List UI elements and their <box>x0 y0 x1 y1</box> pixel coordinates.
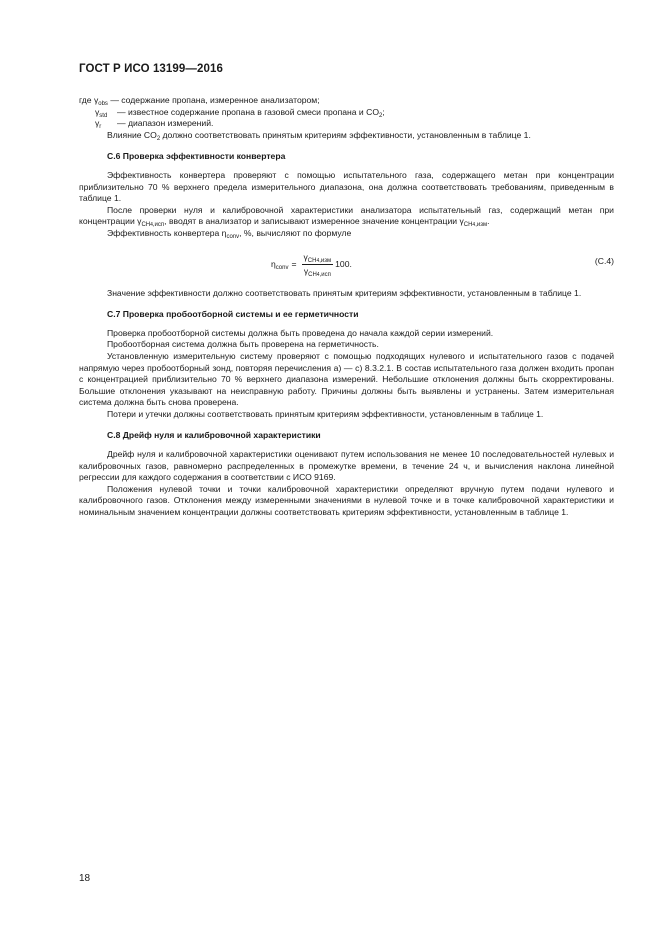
paragraph: Потери и утечки должны соответствовать принятым критериям эффективности, установленным в таблице 1. <box>107 408 544 419</box>
document-header: ГОСТ Р ИСО 13199—2016 <box>79 63 224 75</box>
page-body <box>79 95 614 519</box>
section-heading-c6: С.6 Проверка эффективности конвертера <box>107 151 286 162</box>
paragraph: Пробоотборная система должна быть проверена на герметичность. <box>107 339 379 350</box>
formula-equals: = <box>291 258 297 269</box>
formula-denominator: $\gamma_{CH4,исп}$ <box>303 266 331 279</box>
definition-prefix: где $\gamma_{obs}$ <box>79 95 108 107</box>
definition-r <box>79 118 614 130</box>
formula-numerator: $\gamma_{CH4,изм}$ <box>303 251 332 264</box>
definition-text: — диапазон измерений. <box>117 118 214 129</box>
definition-std <box>79 107 614 119</box>
formula-expression <box>271 252 352 278</box>
paragraph: Значение эффективности должно соответствовать принятым критериям эффективности, установленным в таблице 1. <box>107 287 582 298</box>
definition-symbol: $\gamma_r$ <box>95 118 102 131</box>
section-heading-c7: С.7 Проверка пробоотборной системы и ее герметичности <box>107 309 359 320</box>
paragraph: Проверка пробоотборной системы должна быть проведена до начала каждой серии измерений. <box>107 327 494 338</box>
paragraph: Эффективность конвертера $\eta_{conv}$, %, вычисляют по формуле <box>107 227 352 240</box>
formula-dot: . <box>349 258 352 269</box>
paragraph: Дрейф нуля и калибровочной характеристики оценивают путем использования не менее 10 последовательностей нулевых и калибровочных газов, равномерно распределенных в промежутке времени, в течение 24 ч, и вычисления наклона линейной регрессии для каждого содержания в соответствии с ИСО 9169. <box>79 449 614 483</box>
definition-symbol: $\gamma_{std}$ <box>95 106 108 119</box>
influence-paragraph: Влияние $CO_2$ должно соответствовать принятым критериям эффективности, установленным в таблице 1. <box>107 129 531 142</box>
section-heading-c8: С.8 Дрейф нуля и калибровочной характеристики <box>107 430 321 441</box>
definition-text: — известное содержание пропана в газовой смеси пропана и $CO_2$; <box>117 106 385 119</box>
paragraph: Положения нулевой точки и точки калибровочной характеристики определяют вручную путем подачи нулевого и калибровочного газов. Отклонения между измеренными значениями в нулевой точке и в точке калибровочной характеристики и номинальным значением концентрации должны соответствовать критериям эффективности, установленным в таблице 1. <box>79 483 614 518</box>
formula-fraction <box>302 252 334 278</box>
definition-text: — содержание пропана, измеренное анализатором; <box>110 95 320 105</box>
page-number: 18 <box>79 873 91 884</box>
paragraph: После проверки нуля и калибровочной характеристики анализатора испытательный газ, содержащий метан при концентрации $\gamma_{CH4,исп}$, вводят в анализатор и записывают измеренное значение концентрации $\gamma_{CH4,изм}$. <box>79 204 614 229</box>
formula-multiplier: 100 <box>335 258 350 269</box>
paragraph: Эффективность конвертера проверяют с помощью испытательного газа, содержащего метан при концентрации приблизительно 70 % верхнего предела измерительного диапазона, она должна соответствовать требованиям, приведенным в таблице 1. <box>79 169 614 204</box>
paragraph: Установленную измерительную систему проверяют с помощью подходящих нулевого и испытательного газов с подачей напрямую через пробоотборный зонд, повторяя перечисления а) — с) 8.3.2.1. В состав испытательного газа должен входить пропан с концентрацией приблизительно 70 % верхнего диапазона измерений. Небольшие отклонения должны быть скорректированы. Большие отклонения указывают на неисправную работу. Причины должны быть выявлены и устранены. Затем измерительная система должна быть снова проверена. <box>79 350 614 408</box>
formula-c4 <box>79 248 614 282</box>
equation-number: (C.4) <box>594 255 614 266</box>
formula-lhs: $\eta_{conv}$ <box>271 258 289 271</box>
definition-obs <box>79 95 614 107</box>
